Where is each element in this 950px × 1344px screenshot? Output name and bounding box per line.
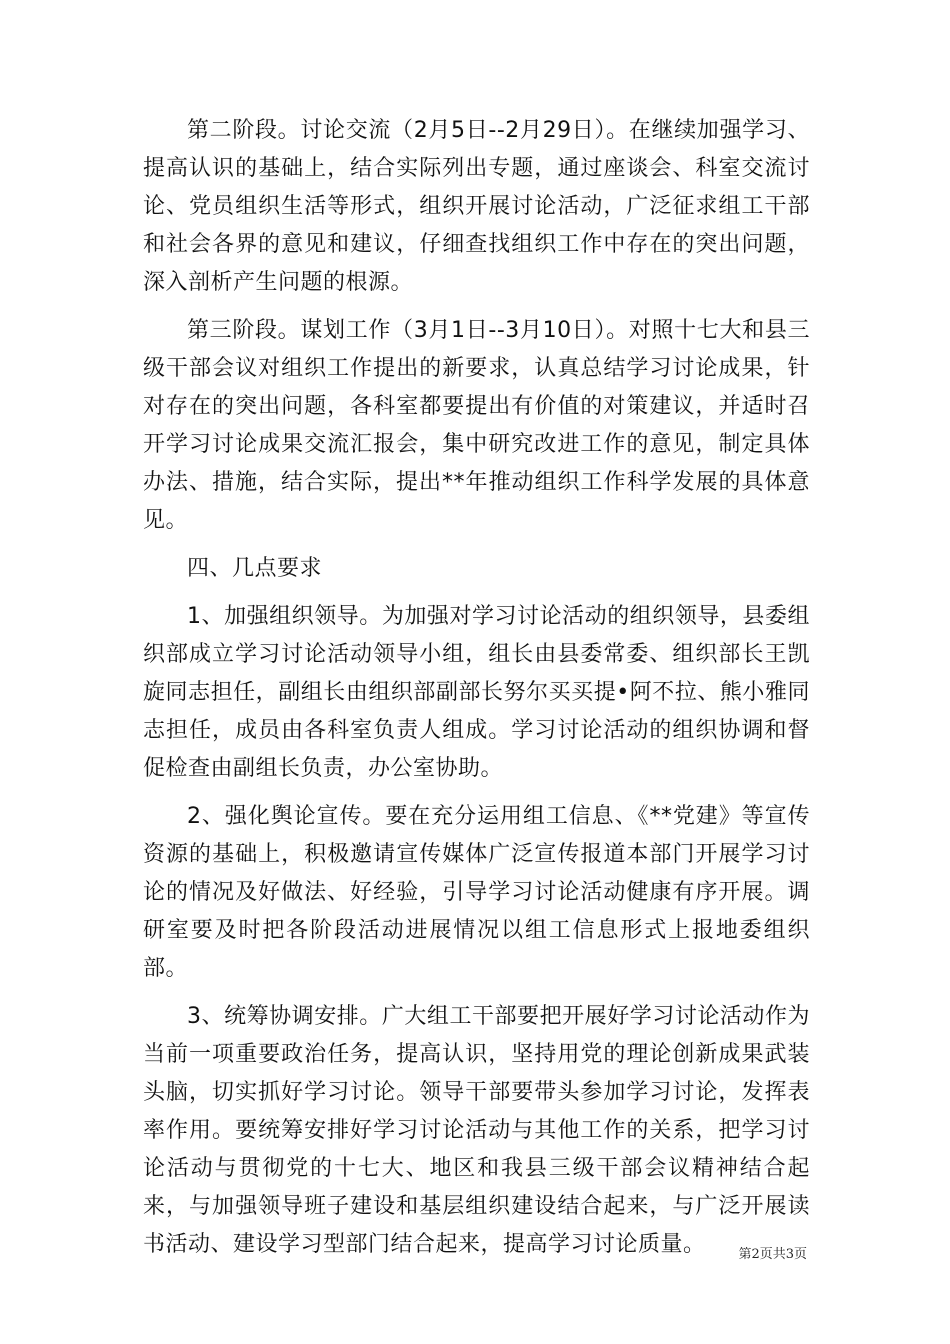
paragraph-stage-two: 第二阶段。讨论交流（2月5日--2月29日）。在继续加强学习、提高认识的基础上，结合实际列出专题，通过座谈会、科室交流讨论、党员组织生活等形式，组织开展讨论活动，广泛征求组工干部和社会各界的意见和建议，仔细查找组织工作中存在的突出问题，深入剖析产生问题的根源。 — [143, 118, 810, 295]
paragraph-stage-three: 第三阶段。谋划工作（3月1日--3月10日）。对照十七大和县三级干部会议对组织工作提出的新要求，认真总结学习讨论成果，针对存在的突出问题，各科室都要提出有价值的对策建议，并适时召开学习讨论成果交流汇报会，集中研究改进工作的意见，制定具体办法、措施，结合实际，提出**年推动组织工作科学发展的具体意见。 — [143, 318, 810, 533]
paragraph-requirement-1: 1、加强组织领导。为加强对学习讨论活动的组织领导，县委组织部成立学习讨论活动领导小组，组长由县委常委、组织部长王凯旋同志担任，副组长由组织部副部长努尔买买提•阿不拉、熊小雅同志担任，成员由各科室负责人组成。学习讨论活动的组织协调和督促检查由副组长负责，办公室协助。 — [143, 604, 810, 781]
paragraph-requirement-3: 3、统筹协调安排。广大组工干部要把开展好学习讨论活动作为当前一项重要政治任务，提高认识，坚持用党的理论创新成果武装头脑，切实抓好学习讨论。领导干部要带头参加学习讨论，发挥表率作用。要统筹安排好学习讨论活动与其他工作的关系，把学习讨论活动与贯彻党的十七大、地区和我县三级干部会议精神结合起来，与加强领导班子建设和基层组织建设结合起来，与广泛开展读书活动、建设学习型部门结合起来，提高学习讨论质量。 — [143, 1004, 810, 1257]
section-heading-requirements: 四、几点要求 — [187, 556, 323, 581]
page-footer — [738, 1246, 807, 1264]
paragraph-requirement-2: 2、强化舆论宣传。要在充分运用组工信息、《**党建》等宣传资源的基础上，积极邀请宣传媒体广泛宣传报道本部门开展学习讨论的情况及好做法、好经验，引导学习讨论活动健康有序开展。调研室要及时把各阶段活动进展情况以组工信息形式上报地委组织部。 — [143, 804, 810, 981]
document-body — [143, 112, 810, 1274]
page-number: 第2页共3页 — [738, 1247, 807, 1262]
